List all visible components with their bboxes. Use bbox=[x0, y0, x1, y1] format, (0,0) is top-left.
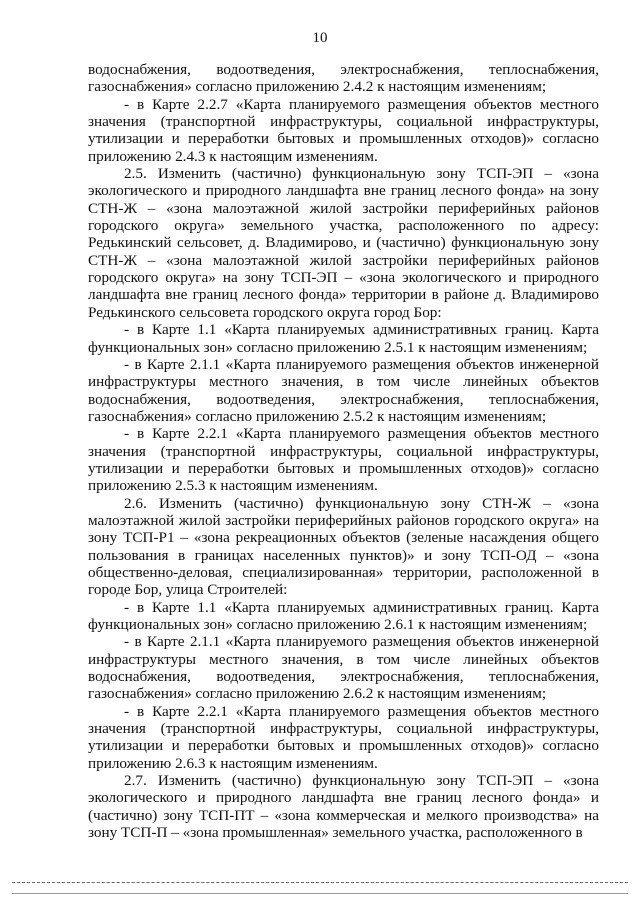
paragraph-item-2-7: 2.7. Изменить (частично) функциональную зону ТСП-ЭП – «зона экологического и природного ландшафта вне границ лесного фонда» и (частично) зону ТСП-ПТ – «зона коммерческая и мелкого производства» на зону ТСП-П – «зона промышленная» земельного участка, расположенного в bbox=[88, 772, 599, 842]
paragraph-continued: водоснабжения, водоотведения, электроснабжения, теплоснабжения, газоснабжения» согласно приложению 2.4.2 к настоящим изменениям; bbox=[88, 61, 599, 96]
paragraph-2-5-map-2-2-1: - в Карте 2.2.1 «Карта планируемого размещения объектов местного значения (транспортной инфраструктуры, социальной инфраструктуры, утилизации и переработки бытовых и промышленных отходов)» согласно приложению 2.5.3 к настоящим изменениям. bbox=[88, 425, 599, 495]
paragraph-2-6-map-2-1-1: - в Карте 2.1.1 «Карта планируемого размещения объектов инженерной инфраструктуры местного значения, в том числе линейных объектов водоснабжения, водоотведения, электроснабжения, теплоснабжения, газоснабжения» согласно приложению 2.6.2 к настоящим изменениям; bbox=[88, 633, 599, 703]
paragraph-2-6-map-1-1: - в Карте 1.1 «Карта планируемых административных границ. Карта функциональных зон» согласно приложению 2.6.1 к настоящим изменениям; bbox=[88, 598, 599, 633]
paragraph-2-5-map-1-1: - в Карте 1.1 «Карта планируемых административных границ. Карта функциональных зон» согласно приложению 2.5.1 к настоящим изменениям; bbox=[88, 321, 599, 356]
paragraph-item-2-6: 2.6. Изменить (частично) функциональную зону СТН-Ж – «зона малоэтажной жилой застройки периферийных районов городского округа» на зону ТСП-Р1 – «зона рекреационных объектов (зеленые насаждения общего пользования в границах населенных пунктов)» и зону ТСП-ОД – «зона общественно-деловая, специализированная» территории, расположенной в городе Бор, улица Строителей: bbox=[88, 494, 599, 599]
page-number: 10 bbox=[312, 30, 328, 46]
paragraph-map-2-2-7: - в Карте 2.2.7 «Карта планируемого размещения объектов местного значения (транспортной инфраструктуры, социальной инфраструктуры, утилизации и переработки бытовых и промышленных отходов)» согласно приложению 2.4.3 к настоящим изменениям. bbox=[88, 95, 599, 165]
footer-divider bbox=[12, 882, 628, 883]
paragraph-item-2-5: 2.5. Изменить (частично) функциональную зону ТСП-ЭП – «зона экологического и природного ландшафта вне границ лесного фонда» на зону СТН-Ж – «зона малоэтажной жилой застройки периферийных районов городского округа» земельного участка, расположенного по адресу: Редькинский сельсовет, д. Владимирово, и (частично) функциональную зону СТН-Ж – «зона малоэтажной жилой застройки периферийных районов городского округа» на зону ТСП-ЭП – «зона экологического и природного ландшафта вне границ лесного фонда» территории в районе д. Владимирово Редькинского сельсовета городского округа город Бор: bbox=[88, 165, 599, 321]
paragraph-2-6-map-2-2-1: - в Карте 2.2.1 «Карта планируемого размещения объектов местного значения (транспортной инфраструктуры, социальной инфраструктуры, утилизации и переработки бытовых и промышленных отходов)» согласно приложению 2.6.3 к настоящим изменениям. bbox=[88, 702, 599, 772]
footer-divider-lower bbox=[12, 893, 628, 894]
paragraph-2-5-map-2-1-1: - в Карте 2.1.1 «Карта планируемого размещения объектов инженерной инфраструктуры местного значения, в том числе линейных объектов водоснабжения, водоотведения, электроснабжения, теплоснабжения, газоснабжения» согласно приложению 2.5.2 к настоящим изменениям; bbox=[88, 355, 599, 425]
document-body bbox=[88, 61, 599, 841]
